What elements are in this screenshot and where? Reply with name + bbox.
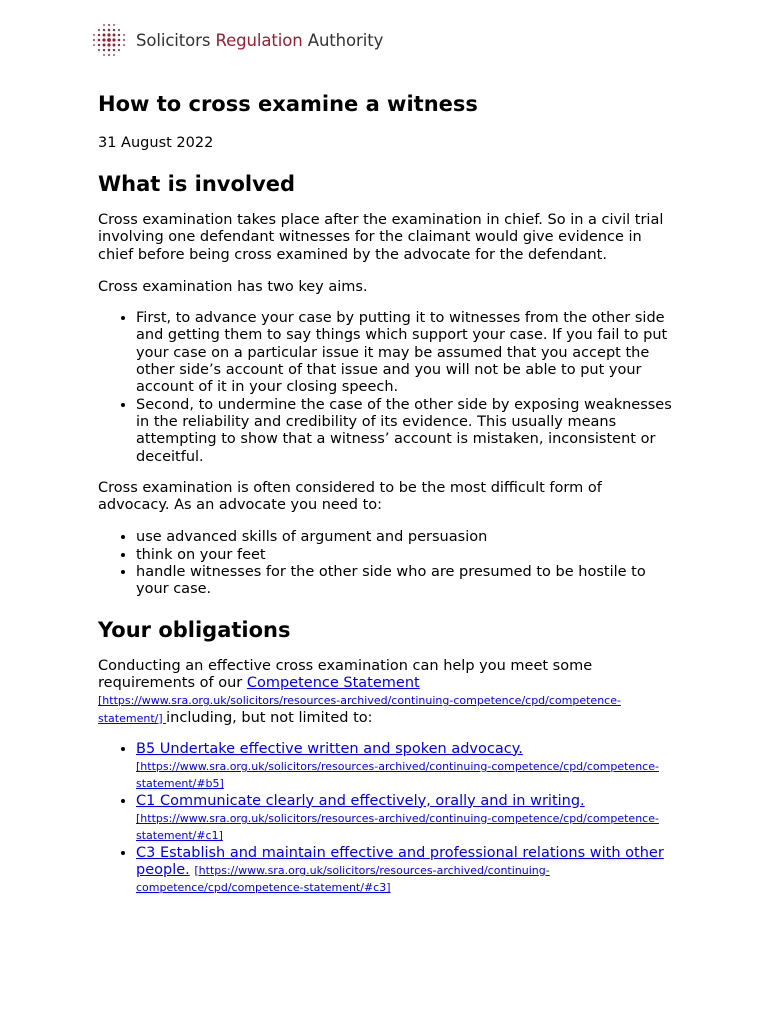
list-item bbox=[136, 793, 673, 845]
article bbox=[98, 88, 673, 897]
list-item: • use advanced skills of argument and persuasion bbox=[136, 529, 673, 546]
list-item: • think on your feet bbox=[136, 547, 673, 564]
paragraph-obligations: Conducting an effective cross examination can help you meet some requirements of our Competence Statement [https://www.sra.org.uk/solicitors/resources-archived/continuing-competence/cpd/competence-statement/] including, but not limited to: bbox=[98, 657, 621, 726]
competence-link-c3[interactable]: C3 Establish and maintain effective and professional relations with other people. bbox=[136, 844, 664, 878]
competence-statement-link[interactable]: Competence Statement bbox=[246, 674, 420, 691]
link-url[interactable]: [https://www.sra.org.uk/solicitors/resources-archived/continuing-competence/cpd/competence-statement/#c1] bbox=[136, 812, 659, 843]
list-item: • Second, to undermine the case of the other side by exposing weaknesses in the reliability and credibility of its evidence. This usually means attempting to show that a witness’ account is mistaken, inconsistent or deceitful. bbox=[136, 397, 673, 466]
sra-logo[interactable] bbox=[90, 21, 383, 59]
logo-text: Solicitors Regulation Authority bbox=[136, 30, 384, 50]
paragraph-intro: Cross examination takes place after the examination in chief. So in a civil trial involving one defendant witnesses for the claimant would give evidence in chief before being cross examined by the advocate for the defendant. bbox=[98, 212, 664, 263]
list-item bbox=[136, 741, 673, 793]
page-title: How to cross examine a witness bbox=[98, 92, 478, 116]
paragraph-aims: Cross examination has two key aims. bbox=[98, 278, 368, 295]
skills-list bbox=[98, 529, 673, 598]
list-item: • First, to advance your case by putting it to witnesses from the other side and getting them to say things which support your case. If you fail to put your case on a particular issue it may be assumed that you accept the other side’s account of that issue and you will not be able to put your account of it in your closing speech. bbox=[136, 310, 673, 396]
competence-list bbox=[98, 741, 673, 897]
section-heading-obligations: Your obligations bbox=[98, 617, 291, 642]
paragraph-advocacy: Cross examination is often considered to be the most difficult form of advocacy. As an advocate you need to: bbox=[98, 479, 602, 514]
link-url[interactable]: [https://www.sra.org.uk/solicitors/resources-archived/continuing-competence/cpd/competence-statement/#c3] bbox=[136, 863, 550, 895]
list-item: • handle witnesses for the other side who are presumed to be hostile to your case. bbox=[136, 564, 673, 599]
link-url[interactable]: [https://www.sra.org.uk/solicitors/resources-archived/continuing-competence/cpd/competence-statement/] bbox=[98, 694, 621, 725]
section-heading-involved: What is involved bbox=[98, 172, 296, 196]
sra-dots-icon bbox=[90, 21, 128, 59]
competence-link-c1[interactable]: C1 Communicate clearly and effectively, orally and in writing. bbox=[136, 792, 585, 809]
list-item bbox=[136, 845, 673, 897]
publish-date: 31 August 2022 bbox=[98, 135, 214, 151]
aims-list bbox=[98, 310, 673, 466]
link-url[interactable]: [https://www.sra.org.uk/solicitors/resources-archived/continuing-competence/cpd/competence-statement/#b5] bbox=[136, 760, 659, 791]
competence-link-b5[interactable]: B5 Undertake effective written and spoken advocacy. bbox=[136, 740, 523, 757]
